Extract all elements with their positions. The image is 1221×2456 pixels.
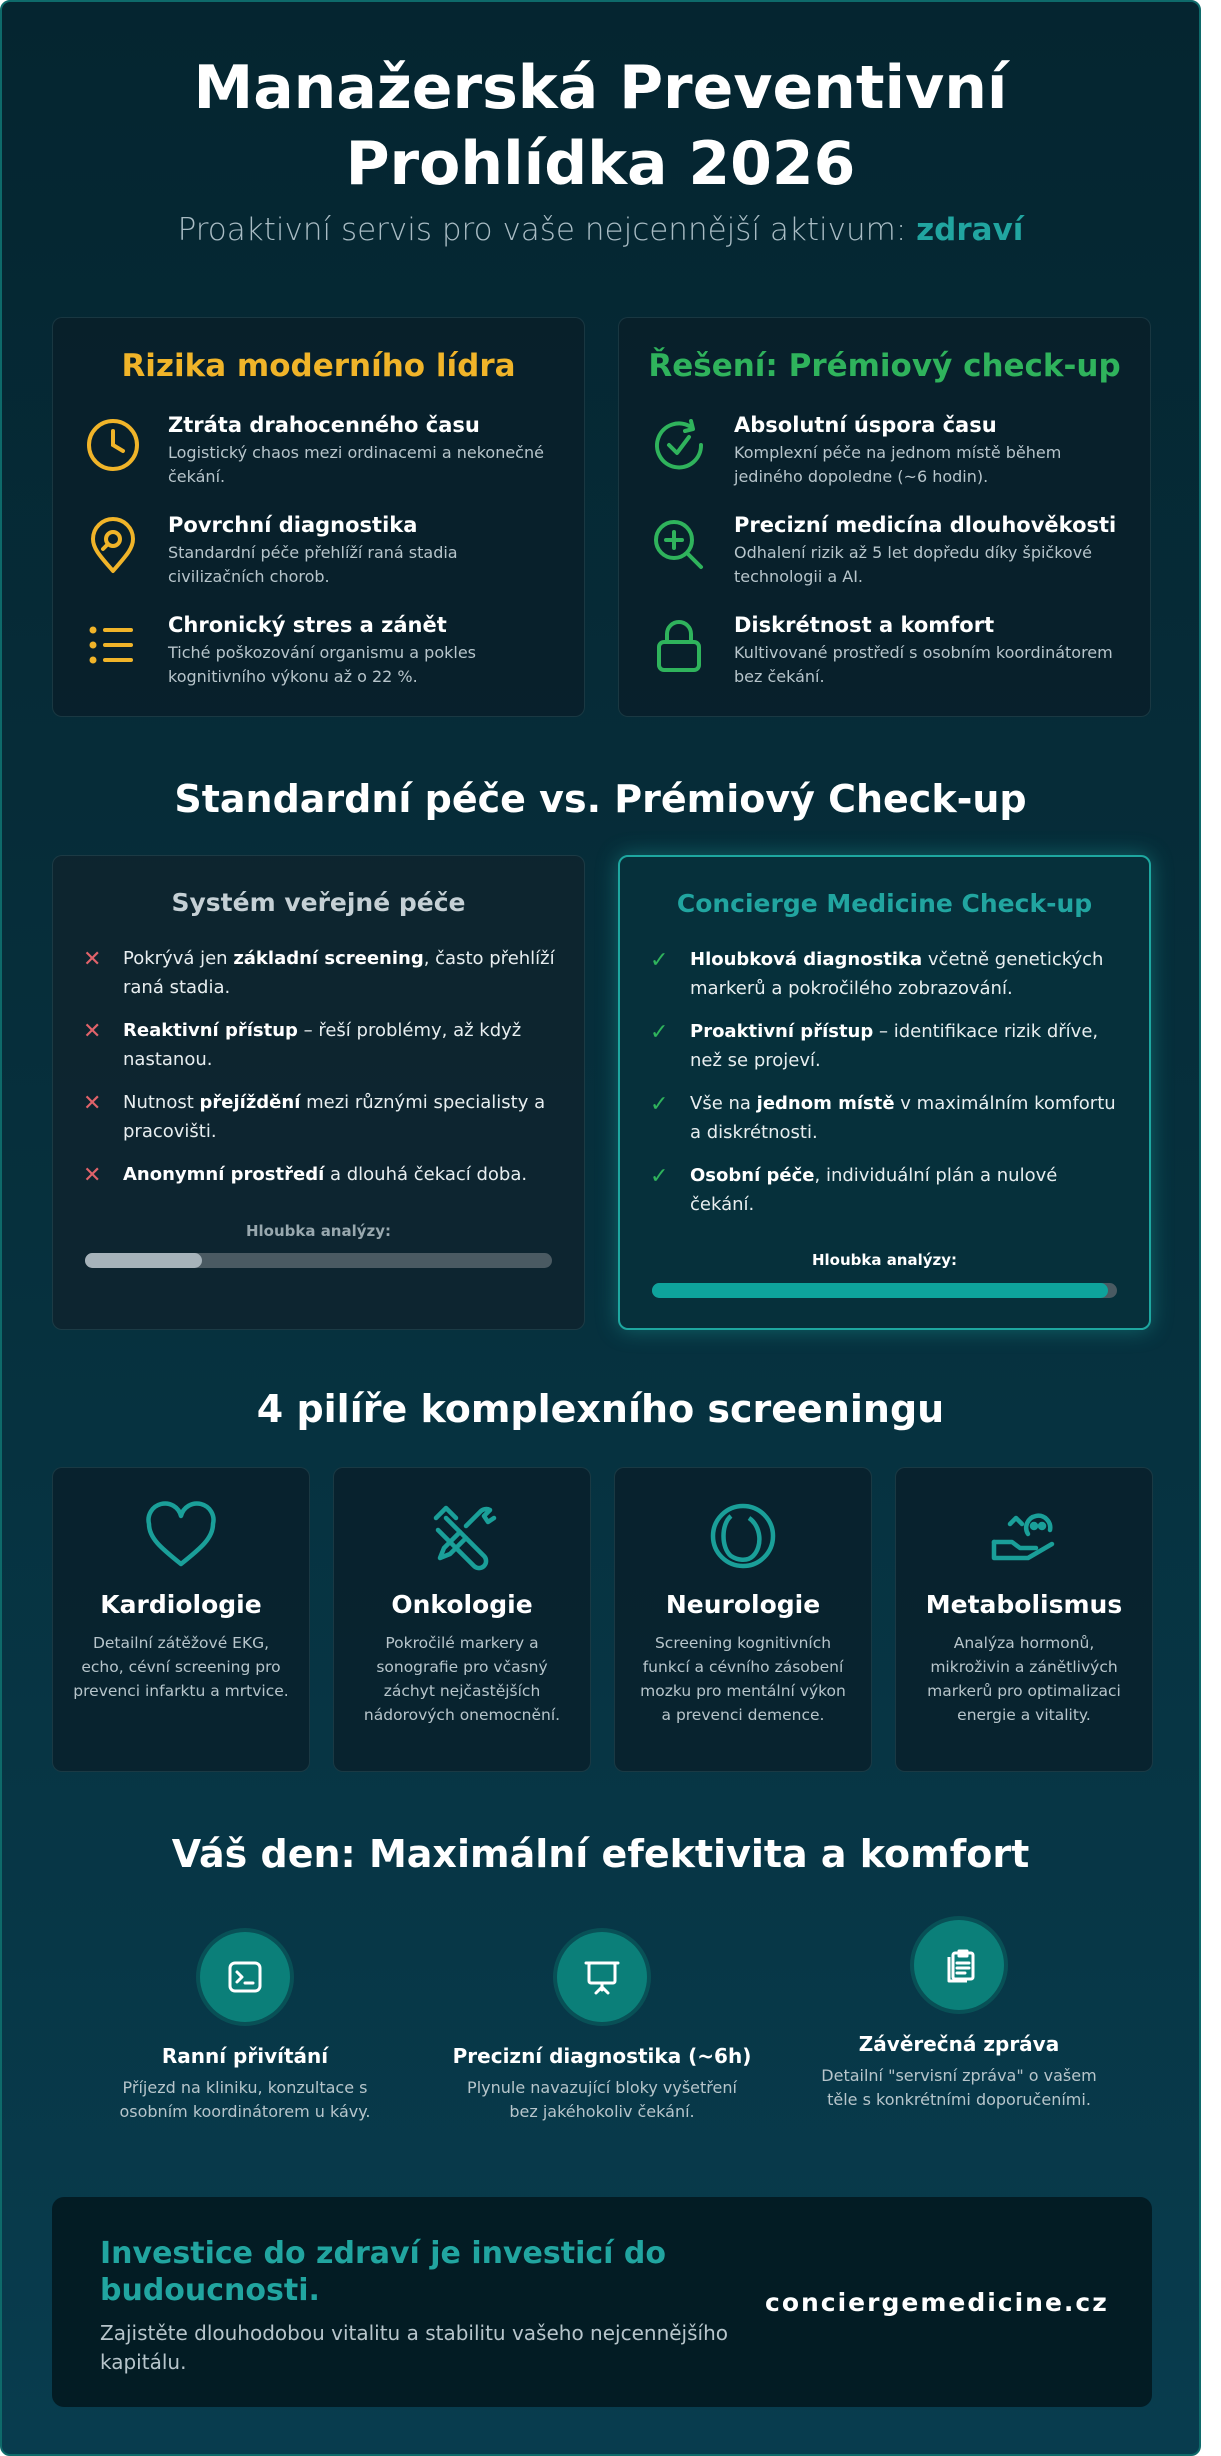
brain-circle-icon: [615, 1496, 871, 1580]
pillar-card: [895, 1467, 1153, 1772]
public-care-title: Systém veřejné péče: [171, 888, 466, 917]
pillars-title: 4 pilíře komplexního screeningu: [256, 1387, 945, 1431]
risk-item-desc: Tiché poškozování organismu a pokles kognitivního výkonu až o 22 %.: [168, 643, 476, 686]
heart-icon: [53, 1496, 309, 1580]
cross-icon: ✕: [83, 1019, 102, 1044]
pillar-desc: Pokročilé markery a sonografie pro včasný záchyt nejčastějších nádorových onemocnění.: [363, 1634, 561, 1724]
public-bar-label: Hloubka analýzy:: [245, 1222, 392, 1240]
solution-card: [618, 317, 1151, 717]
step-title: Ranní přivítání: [161, 2044, 329, 2068]
check-icon: ✓: [650, 948, 669, 973]
step-desc: Detailní "servisní zpráva" o vašem těle s konkrétními doporučeními.: [821, 2066, 1097, 2109]
page-subtitle: [2, 212, 1199, 248]
cross-icon: ✕: [83, 1091, 102, 1116]
clock-icon: [83, 415, 143, 475]
premium-care-card: Concierge Medicine Check-up ✓ Hloubková diagnostika včetně genetických markerů a pokročilého zobrazování. ✓ Proaktivní přístup – identifikace rizik dříve, než se projeví. ✓ Vše na jednom místě v maximálním komfortu a diskrétnosti. ✓ Osobní péče, individuální plán a nulové čekání. Hloubka analýzy:: [618, 855, 1151, 1330]
step-title: Závěrečná zpráva: [858, 2032, 1060, 2056]
premium-care-title: Concierge Medicine Check-up: [676, 889, 1093, 918]
pillar-card: [614, 1467, 872, 1772]
clipboard-icon: [914, 1920, 1004, 2010]
subtitle-highlight: zdraví: [916, 212, 1024, 248]
pillar-desc: Screening kognitivních funkcí a cévního zásobení mozku pro mentální výkon a prevenci demence.: [640, 1634, 846, 1724]
cross-icon: ✕: [83, 1163, 102, 1188]
location-pin-icon: [83, 515, 143, 575]
solution-item-title: Absolutní úspora času: [734, 413, 997, 437]
pillar-title: Onkologie: [391, 1590, 533, 1619]
pillar-title: Kardiologie: [100, 1590, 262, 1619]
metabolism-icon: [896, 1496, 1152, 1580]
zoom-in-icon: [649, 515, 709, 575]
terminal-icon: [200, 1932, 290, 2022]
clock-check-icon: [649, 415, 709, 475]
risks-card: [52, 317, 585, 717]
premium-bar-label: Hloubka analýzy:: [811, 1251, 958, 1269]
step-desc: Příjezd na kliniku, konzultace s osobním koordinátorem u kávy.: [119, 2078, 371, 2121]
pillar-title: Neurologie: [665, 1590, 821, 1619]
risk-item: [83, 613, 564, 693]
solution-item: [649, 513, 1130, 593]
check-icon: ✓: [650, 1164, 669, 1189]
premium-depth-bar: [652, 1283, 1117, 1298]
step-title: Precizní diagnostika (~6h): [452, 2044, 752, 2068]
lock-icon: [649, 615, 709, 675]
step-desc: Plynule navazující bloky vyšetření bez jakéhokoliv čekání.: [467, 2078, 737, 2121]
solution-item-desc: Komplexní péče na jednom místě během jediného dopoledne (~6 hodin).: [734, 443, 1062, 486]
cta-description: Zajistěte dlouhodobou vitalitu a stabilitu vašeho nejcennějšího kapitálu.: [100, 2321, 728, 2374]
risk-item-title: Ztráta drahocenného času: [168, 413, 480, 437]
solution-item: [649, 413, 1130, 493]
public-depth-fill: [85, 1253, 202, 1268]
page-title-line2: Prohlídka 2026: [345, 129, 856, 199]
solution-item-desc: Odhalení rizik až 5 let dopředu díky špičkové technologii a AI.: [734, 543, 1093, 586]
risks-title: Rizika moderního lídra: [121, 348, 516, 384]
check-icon: ✓: [650, 1092, 669, 1117]
solution-title: Řešení: Prémiový check-up: [648, 348, 1121, 384]
check-icon: ✓: [650, 1020, 669, 1045]
pillar-card: [333, 1467, 591, 1772]
tools-icon: [334, 1496, 590, 1580]
website-link[interactable]: conciergemedicine.cz: [765, 2288, 1109, 2317]
solution-item-title: Diskrétnost a komfort: [734, 613, 995, 637]
premium-depth-fill: [652, 1283, 1108, 1298]
risk-item-title: Povrchní diagnostika: [168, 513, 418, 537]
risk-item: [83, 413, 564, 493]
subtitle-text: Proaktivní servis pro vaše nejcennější aktivum:: [177, 212, 917, 248]
list-icon: [83, 615, 143, 675]
risk-item-desc: Standardní péče přehlíží raná stadia civilizačních chorob.: [168, 543, 458, 586]
risk-item: [83, 513, 564, 593]
cta-headline: Investice do zdraví je investicí do budoucnosti.: [100, 2236, 666, 2308]
public-depth-bar: [85, 1253, 552, 1268]
solution-item: [649, 613, 1130, 693]
day-title: Váš den: Maximální efektivita a komfort: [171, 1832, 1030, 1876]
risk-item-desc: Logistický chaos mezi ordinacemi a nekonečné čekání.: [168, 443, 544, 486]
solution-item-title: Precizní medicína dlouhověkosti: [734, 513, 1117, 537]
solution-item-desc: Kultivované prostředí s osobním koordinátorem bez čekání.: [734, 643, 1113, 686]
pillar-title: Metabolismus: [925, 1590, 1123, 1619]
page-title: [2, 50, 1199, 202]
page-title-line1: Manažerská Preventivní: [193, 53, 1008, 123]
public-care-card: Systém veřejné péče ✕ Pokrývá jen základní screening, často přehlíží raná stadia. ✕ Reaktivní přístup – řeší problémy, až když nastanou. ✕ Nutnost přejíždění mezi různými specialisty a pracovišti. ✕ Anonymní prostředí a dlouhá čekací doba. Hloubka analýzy:: [52, 855, 585, 1330]
cross-icon: ✕: [83, 947, 102, 972]
presentation-icon: [557, 1932, 647, 2022]
cta-banner: [52, 2197, 1152, 2407]
pillar-card: [52, 1467, 310, 1772]
risk-item-title: Chronický stres a zánět: [168, 613, 447, 637]
comparison-title: Standardní péče vs. Prémiový Check-up: [174, 777, 1027, 821]
pillar-desc: Detailní zátěžové EKG, echo, cévní screening pro prevenci infarktu a mrtvice.: [73, 1634, 289, 1700]
pillar-desc: Analýza hormonů, mikroživin a zánětlivých markerů pro optimalizaci energie a vitality.: [927, 1634, 1121, 1724]
